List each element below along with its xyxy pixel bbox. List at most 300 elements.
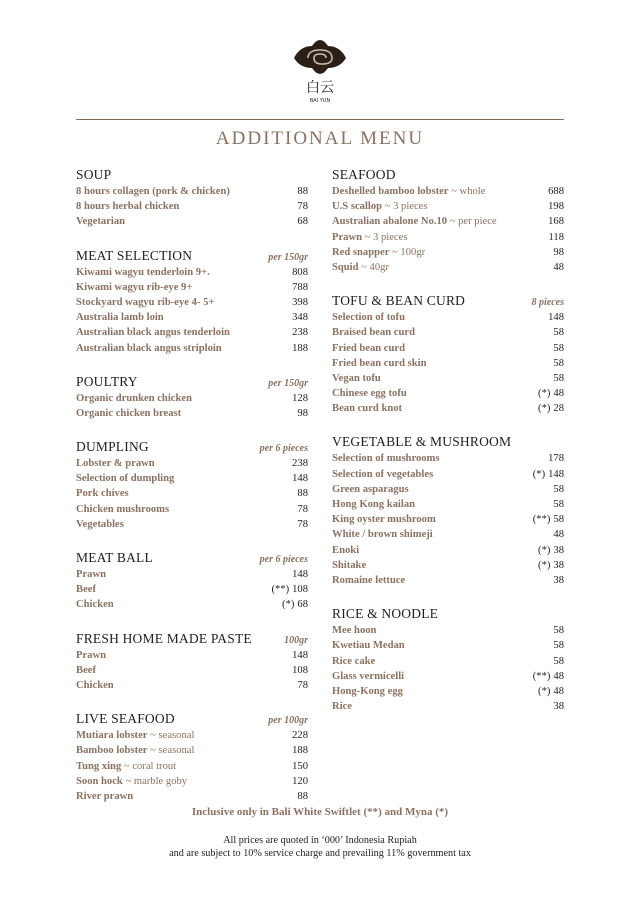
menu-item	[76, 519, 308, 534]
menu-item-name-text: Selection of dumpling	[76, 473, 175, 485]
menu-item	[332, 499, 564, 514]
menu-item-price: 148	[292, 649, 308, 661]
menu-item-name	[76, 569, 106, 580]
menu-item-name	[332, 232, 407, 243]
menu-item-name	[76, 599, 114, 610]
menu-item-price: 78	[297, 201, 308, 213]
menu-item-name	[76, 458, 155, 469]
menu-item-name	[76, 761, 176, 772]
availability-mark: (*)	[538, 403, 551, 415]
menu-item-price-group	[292, 776, 308, 787]
menu-item	[332, 701, 564, 716]
menu-item-name-text: Tung xing	[76, 760, 122, 772]
menu-item-price: 348	[292, 312, 308, 324]
section-title: RICE & NOODLE	[332, 606, 439, 622]
menu-item-price-group	[553, 575, 564, 586]
menu-item-name	[332, 312, 405, 323]
menu-item-name-text: Pork chives	[76, 488, 129, 500]
menu-item	[332, 232, 564, 247]
menu-item-price-group	[292, 761, 308, 772]
menu-item-price-group	[533, 671, 564, 682]
menu-item-description: ~ coral trout	[121, 760, 177, 772]
menu-item-price-group	[297, 504, 308, 515]
section-header	[332, 606, 564, 624]
section-title: DUMPLING	[76, 439, 149, 455]
menu-item	[76, 584, 308, 599]
menu-item-price: 188	[292, 745, 308, 757]
menu-item-price-group	[297, 680, 308, 691]
menu-item-price-group	[533, 514, 564, 525]
menu-item-name-text: 8 hours collagen (pork & chicken)	[76, 186, 230, 197]
menu-item-price: 58	[553, 655, 564, 667]
menu-item-name-text: Selection of tofu	[332, 312, 405, 324]
menu-item	[332, 575, 564, 590]
menu-item-price-group	[553, 701, 564, 712]
logo-subtext: BAI YUN	[309, 98, 331, 104]
menu-item-price: 178	[548, 453, 564, 465]
menu-item-price-group	[297, 791, 308, 802]
section-title: LIVE SEAFOOD	[76, 711, 175, 727]
menu-item-name	[332, 358, 426, 369]
menu-item-name	[332, 343, 405, 354]
menu-item-name	[332, 640, 405, 651]
availability-footnote: Inclusive only in Bali White Swiftlet (**) and Myna (*)	[191, 806, 449, 818]
price-note	[0, 834, 640, 860]
menu-section	[76, 631, 308, 696]
menu-section	[76, 550, 308, 615]
menu-item-name	[76, 504, 169, 515]
menu-item-price-group	[553, 247, 564, 258]
menu-item-description: ~ 3 pieces	[362, 231, 408, 243]
section-title: FRESH HOME MADE PASTE	[76, 630, 252, 646]
menu-item-price-group	[292, 282, 308, 293]
menu-item-price-group	[292, 650, 308, 661]
menu-item-price-group	[549, 232, 565, 243]
menu-item-name-text: Fried bean curd skin	[332, 357, 427, 369]
menu-item	[332, 453, 564, 468]
menu-item-price-group	[553, 262, 564, 273]
menu-item	[76, 730, 308, 745]
menu-item-price: 188	[292, 342, 308, 354]
menu-item-name-text: Deshelled bamboo lobster	[332, 186, 449, 197]
menu-item-price-group	[297, 488, 308, 499]
menu-item-name	[76, 488, 129, 499]
menu-item-price-group	[538, 686, 564, 697]
availability-mark: (*)	[538, 544, 551, 556]
menu-item-price: 88	[297, 186, 308, 197]
menu-item-name-text: Hong-Kong egg	[332, 685, 403, 697]
menu-item	[332, 625, 564, 640]
menu-item-price-group	[533, 469, 564, 480]
menu-item	[332, 312, 564, 327]
menu-item-name	[76, 650, 106, 661]
menu-item-name	[76, 745, 194, 756]
menu-item-name	[332, 560, 366, 571]
menu-item-price-group	[292, 297, 308, 308]
menu-item-name-text: River prawn	[76, 790, 134, 802]
menu-item-name	[332, 484, 409, 495]
menu-item-price: 48	[553, 670, 564, 682]
menu-item-price-group	[292, 569, 308, 580]
menu-item-price: 108	[292, 664, 308, 676]
menu-item	[332, 388, 564, 403]
menu-item-name-text: Rice	[332, 701, 352, 713]
logo-chinese-text: 白云	[306, 80, 334, 96]
menu-item-price: 98	[553, 246, 564, 258]
menu-item-price: 38	[553, 574, 564, 586]
menu-item-price: 148	[548, 312, 564, 324]
menu-item	[332, 403, 564, 418]
menu-column-right	[332, 167, 564, 732]
menu-item-name-text: Beef	[76, 664, 96, 676]
menu-item-price: 238	[292, 327, 308, 339]
menu-item-name	[332, 186, 485, 197]
menu-section	[76, 439, 308, 534]
menu-item-name	[332, 201, 428, 212]
menu-item-price: 168	[548, 216, 564, 228]
menu-item-name	[332, 514, 436, 525]
menu-item-price-group	[282, 599, 308, 610]
menu-item-name	[76, 680, 114, 691]
menu-item-price-group	[538, 545, 564, 556]
menu-item-name-text: Vegetarian	[76, 216, 126, 228]
availability-mark: (*)	[538, 685, 551, 697]
menu-item-price-group	[553, 625, 564, 636]
menu-item	[76, 745, 308, 760]
availability-mark: (*)	[538, 388, 551, 400]
menu-item	[76, 297, 308, 312]
menu-item-name-text: Chicken	[76, 679, 114, 691]
menu-item-name	[76, 267, 210, 278]
menu-item-price: 58	[553, 499, 564, 510]
menu-item-price-group	[292, 327, 308, 338]
menu-item-price: 58	[553, 357, 564, 369]
menu-item-name	[332, 216, 497, 227]
section-title: MEAT BALL	[76, 550, 153, 565]
menu-item-price: 58	[553, 625, 564, 637]
section-title: TOFU & BEAN CURD	[332, 293, 466, 309]
menu-item-price-group	[292, 665, 308, 676]
section-header	[332, 167, 564, 185]
menu-item	[76, 408, 308, 423]
menu-item-name	[76, 201, 179, 212]
menu-item-price: 48	[553, 685, 564, 697]
menu-item-price: 38	[553, 701, 564, 713]
menu-item-price: 48	[553, 261, 564, 273]
menu-item-name-text: Bean curd knot	[332, 403, 403, 415]
menu-item-name	[332, 701, 352, 712]
menu-item-name-text: Red snapper	[332, 246, 390, 258]
price-note-line-2: and are subject to 10% service charge and prevailing 11% government tax	[169, 848, 471, 859]
menu-item	[76, 761, 308, 776]
menu-item	[332, 216, 564, 231]
availability-mark: (*)	[532, 468, 546, 480]
menu-item-description: ~ seasonal	[147, 745, 195, 757]
section-unit-note: 8 pieces	[531, 297, 564, 309]
menu-item-price: 228	[292, 730, 308, 742]
availability-mark: (*)	[282, 599, 295, 611]
menu-item-description: ~ 40gr	[358, 261, 389, 273]
menu-item	[76, 282, 308, 297]
menu-item-name	[332, 625, 376, 636]
menu-item	[76, 473, 308, 488]
menu-item-price: 88	[297, 790, 308, 802]
menu-item	[76, 665, 308, 680]
menu-item-price: 150	[292, 760, 308, 772]
menu-item-name	[76, 282, 192, 293]
menu-item-price: 58	[553, 514, 564, 526]
section-header	[76, 711, 308, 729]
menu-item-price: 238	[292, 458, 308, 470]
menu-item	[332, 247, 564, 262]
menu-item-name-text: Prawn	[76, 649, 107, 661]
menu-item-price-group	[292, 267, 308, 278]
menu-item	[76, 327, 308, 342]
header-divider	[76, 119, 564, 120]
menu-item	[76, 504, 308, 519]
section-title: POULTRY	[76, 373, 138, 389]
price-note-line-1: All prices are quoted in ‘000’ Indonesia Rupiah	[223, 835, 417, 846]
availability-mark: (*)	[538, 559, 551, 571]
menu-item	[332, 671, 564, 686]
menu-item	[76, 776, 308, 791]
menu-item-name-text: Lobster & prawn	[76, 458, 155, 470]
menu-item-price: 28	[553, 403, 564, 415]
menu-item-name-text: Chinese egg tofu	[332, 388, 407, 400]
menu-item-price-group	[292, 473, 308, 484]
menu-item-name-text: Australian black angus tenderloin	[76, 327, 230, 339]
section-header	[76, 631, 308, 649]
menu-item-price: 58	[553, 327, 564, 339]
menu-item-price: 788	[292, 281, 308, 293]
menu-item-name	[332, 327, 415, 338]
menu-item-name	[76, 776, 187, 787]
menu-item	[332, 656, 564, 671]
menu-item-name-text: Australian abalone No.10	[332, 216, 448, 228]
menu-item-name-text: Selection of mushrooms	[332, 453, 440, 465]
menu-item	[332, 560, 564, 575]
section-title: VEGETABLE & MUSHROOM	[332, 434, 512, 450]
menu-item-price-group	[553, 358, 564, 369]
menu-item-price: 48	[553, 529, 564, 541]
menu-item-name-text: Green asparagus	[332, 483, 409, 495]
menu-item	[76, 267, 308, 282]
menu-item-description: ~ 3 pieces	[382, 201, 428, 213]
menu-item-name	[332, 469, 433, 480]
section-title: MEAT SELECTION	[76, 247, 193, 263]
menu-section	[76, 248, 308, 358]
section-header	[332, 434, 564, 452]
menu-item-name	[76, 665, 96, 676]
menu-item	[332, 343, 564, 358]
menu-item-name	[332, 499, 415, 510]
menu-item-name-text: Australian black angus striploin	[76, 342, 222, 354]
menu-item-description: ~ whole	[448, 186, 486, 197]
menu-item-name	[76, 519, 124, 530]
section-header	[76, 167, 308, 185]
menu-item-name-text: Beef	[76, 584, 96, 596]
menu-item-name-text: King oyster mushroom	[332, 514, 436, 526]
menu-item	[332, 469, 564, 484]
section-unit-note: per 150gr	[268, 251, 308, 263]
menu-item-name	[76, 297, 214, 308]
menu-item-description: ~ seasonal	[147, 730, 195, 742]
menu-item-name-text: Vegan tofu	[332, 372, 381, 384]
menu-item-name	[332, 656, 375, 667]
menu-item	[76, 343, 308, 358]
section-header	[76, 248, 308, 266]
menu-item-price: 120	[292, 775, 308, 787]
menu-item-name	[76, 408, 181, 419]
section-header	[76, 550, 308, 568]
menu-item-name	[76, 730, 194, 741]
menu-item	[76, 650, 308, 665]
menu-item-name	[76, 216, 125, 227]
menu-item-name	[332, 453, 440, 464]
menu-item	[76, 393, 308, 408]
menu-item-price: 38	[553, 544, 564, 556]
menu-item	[76, 569, 308, 584]
menu-item	[332, 358, 564, 373]
menu-item-price: 148	[548, 468, 564, 480]
menu-item	[332, 186, 564, 201]
menu-item-name-text: Organic drunken chicken	[76, 392, 192, 404]
menu-item	[76, 488, 308, 503]
menu-item-name-text: Kwetiau Medan	[332, 640, 405, 652]
menu-item	[332, 640, 564, 655]
menu-item-price: 198	[548, 201, 564, 213]
menu-item-price: 58	[553, 342, 564, 354]
menu-item	[332, 327, 564, 342]
menu-item-name-text: Hong Kong kailan	[332, 499, 416, 510]
menu-item-name	[332, 529, 433, 540]
menu-item-price-group	[553, 327, 564, 338]
menu-item-name-text: Braised bean curd	[332, 327, 415, 339]
menu-item-price: 88	[297, 488, 308, 500]
menu-item	[332, 514, 564, 529]
menu-item-price: 98	[297, 407, 308, 419]
menu-section	[332, 167, 564, 277]
menu-item-price-group	[553, 373, 564, 384]
menu-section	[76, 711, 308, 806]
menu-item-price: 688	[548, 186, 564, 197]
menu-item-name-text: Australia lamb loin	[76, 312, 164, 324]
menu-item-price: 58	[553, 483, 564, 495]
menu-item-name-text: 8 hours herbal chicken	[76, 201, 180, 213]
menu-item-price: 128	[292, 392, 308, 404]
menu-item	[76, 186, 308, 201]
cloud-emblem-icon	[290, 38, 350, 106]
section-unit-note: per 100gr	[268, 715, 308, 727]
brand-logo	[290, 38, 350, 106]
section-unit-note: 100gr	[284, 634, 308, 646]
menu-item-price-group	[297, 201, 308, 212]
menu-item-name-text: Rice cake	[332, 655, 376, 667]
menu-item	[76, 201, 308, 216]
menu-item-price-group	[553, 656, 564, 667]
section-header	[76, 374, 308, 392]
menu-item-name-text: Kiwami wagyu tenderloin 9+.	[76, 266, 210, 278]
section-unit-note: per 150gr	[268, 377, 308, 389]
menu-item-price-group	[553, 640, 564, 651]
menu-section	[76, 167, 308, 232]
menu-item-price: 78	[297, 679, 308, 691]
menu-item-name-text: Bamboo lobster	[76, 745, 148, 757]
menu-item-name	[332, 403, 402, 414]
menu-item-price-group	[538, 388, 564, 399]
menu-item-name-text: Organic chicken breast	[76, 407, 182, 419]
menu-item-name-text: Squid	[332, 261, 359, 273]
menu-item-name	[76, 327, 230, 338]
menu-item-price-group	[292, 458, 308, 469]
menu-item-price-group	[292, 393, 308, 404]
menu-item-price-group	[297, 519, 308, 530]
menu-item-price-group	[292, 745, 308, 756]
menu-item-name-text: Enoki	[332, 544, 360, 556]
menu-item	[332, 201, 564, 216]
menu-item-price: 48	[553, 388, 564, 400]
menu-item-price-group	[292, 730, 308, 741]
menu-item-name-text: Glass vermicelli	[332, 670, 405, 682]
menu-item-name	[76, 312, 164, 323]
menu-item	[332, 373, 564, 388]
menu-item-name	[76, 584, 96, 595]
menu-item	[332, 545, 564, 560]
menu-item-name-text: Kiwami wagyu rib-eye 9+	[76, 281, 193, 293]
menu-item-price: 148	[292, 569, 308, 580]
menu-item-price-group	[297, 216, 308, 227]
menu-item-price: 118	[548, 231, 564, 243]
menu-item-price-group	[548, 453, 564, 464]
menu-item	[76, 216, 308, 231]
menu-item-price-group	[553, 484, 564, 495]
menu-section	[332, 293, 564, 418]
menu-item-price: 58	[553, 640, 564, 652]
menu-item-name	[332, 575, 405, 586]
menu-item-name-text: Fried bean curd	[332, 342, 405, 354]
menu-item-name	[332, 686, 403, 697]
menu-item-price-group	[538, 560, 564, 571]
section-unit-note: per 6 pieces	[259, 554, 308, 565]
menu-item-name-text: Vegetables	[76, 518, 124, 530]
menu-item-price-group	[553, 529, 564, 540]
menu-item-name	[76, 791, 133, 802]
availability-mark: (**)	[532, 670, 551, 682]
menu-item-name	[76, 393, 192, 404]
menu-item-price: 108	[292, 584, 308, 596]
section-title: SOUP	[76, 167, 112, 182]
menu-item	[332, 686, 564, 701]
menu-item-price-group	[271, 584, 308, 595]
menu-section	[76, 374, 308, 423]
menu-item-name	[332, 545, 359, 556]
section-header	[332, 293, 564, 311]
menu-item-name-text: Prawn	[76, 569, 107, 580]
menu-item-name-text: Chicken	[76, 599, 114, 611]
menu-item-price: 68	[297, 216, 308, 228]
menu-item-price: 78	[297, 518, 308, 530]
menu-item-price: 398	[292, 296, 308, 308]
menu-item-price: 58	[553, 372, 564, 384]
menu-item-price-group	[553, 499, 564, 510]
menu-item-name	[332, 671, 404, 682]
menu-item-price: 808	[292, 266, 308, 278]
menu-item	[332, 484, 564, 499]
availability-mark: (**)	[271, 584, 290, 596]
menu-item-name-text: Stockyard wagyu rib-eye 4- 5+	[76, 296, 215, 308]
menu-item-price-group	[553, 343, 564, 354]
menu-item-description: ~ 100gr	[389, 246, 426, 258]
